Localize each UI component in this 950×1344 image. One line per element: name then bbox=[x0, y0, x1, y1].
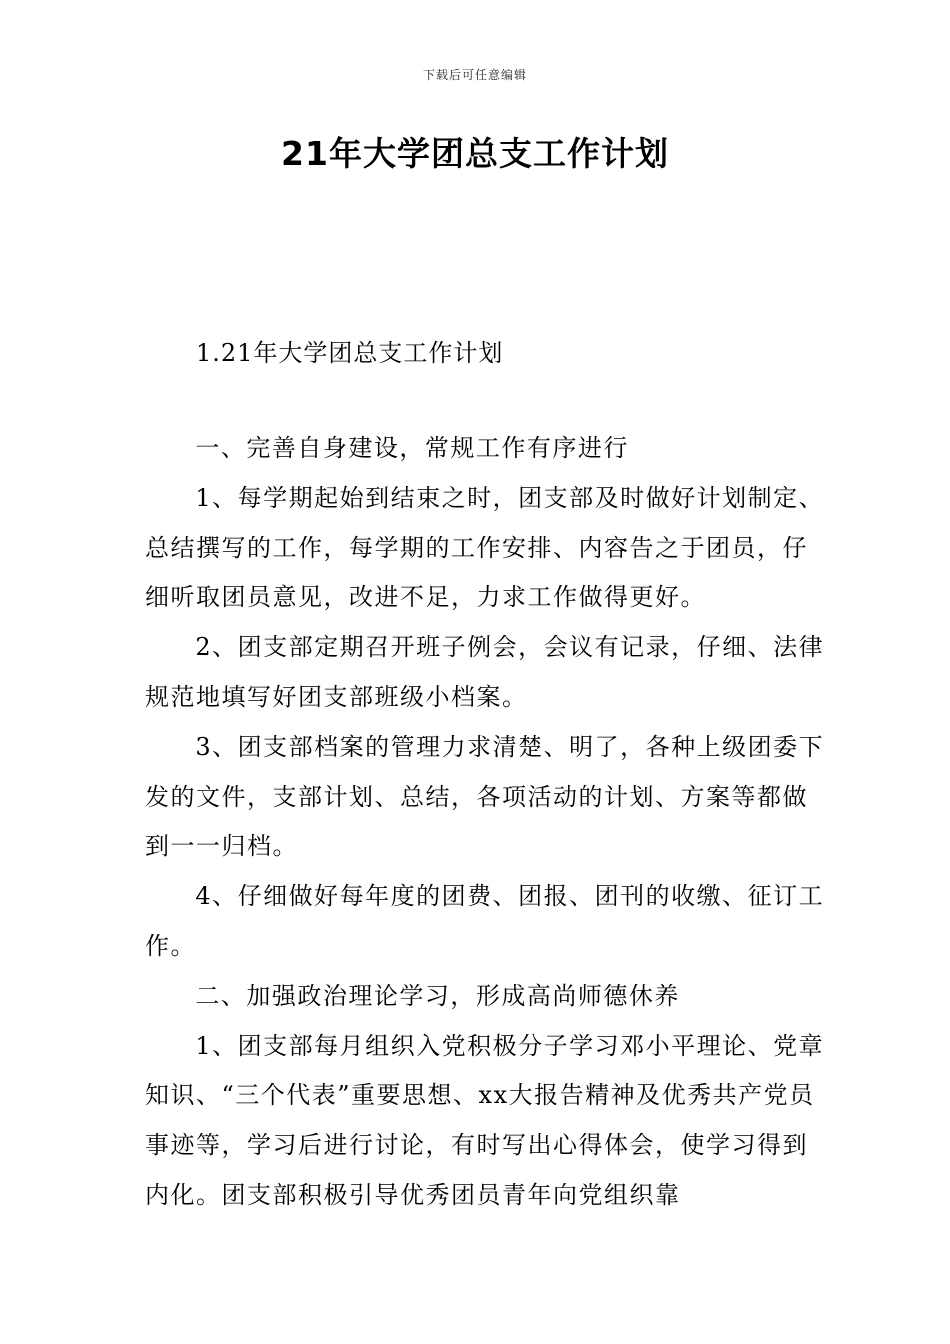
document-subtitle: 1.21年大学团总支工作计划 bbox=[196, 339, 504, 367]
document-title: 21年大学团总支工作计划 bbox=[281, 134, 669, 173]
section-heading: 二、加强政治理论学习，形成高尚师德休养 bbox=[195, 981, 680, 1010]
paragraph: 1、每学期起始到结束之时，团支部及时做好计划制定、总结撰写的工作，每学期的工作安排、内容告之于团员，仔细听取团员意见，改进不足，力求工作做得更好。 bbox=[145, 483, 825, 612]
paragraph: 4、仔细做好每年度的团费、团报、团刊的收缴、征订工作。 bbox=[145, 882, 825, 960]
document-body bbox=[145, 424, 825, 1221]
paragraph: 2、团支部定期召开班子例会，会议有记录，仔细、法律规范地填写好团支部班级小档案。 bbox=[145, 633, 825, 711]
paragraph: 1、团支部每月组织入党积极分子学习邓小平理论、党章知识、“三个代表”重要思想、xx大报告精神及优秀共产党员事迹等，学习后进行讨论，有时写出心得体会，使学习得到内化。团支部积极引导优秀团员青年向党组织靠 bbox=[145, 1031, 825, 1209]
paragraph: 3、团支部档案的管理力求清楚、明了，各种上级团委下发的文件，支部计划、总结，各项活动的计划、方案等都做到一一归档。 bbox=[145, 732, 825, 861]
section-heading: 一、完善自身建设，常规工作有序进行 bbox=[195, 434, 629, 462]
header-note: 下载后可任意编辑 bbox=[422, 68, 527, 82]
